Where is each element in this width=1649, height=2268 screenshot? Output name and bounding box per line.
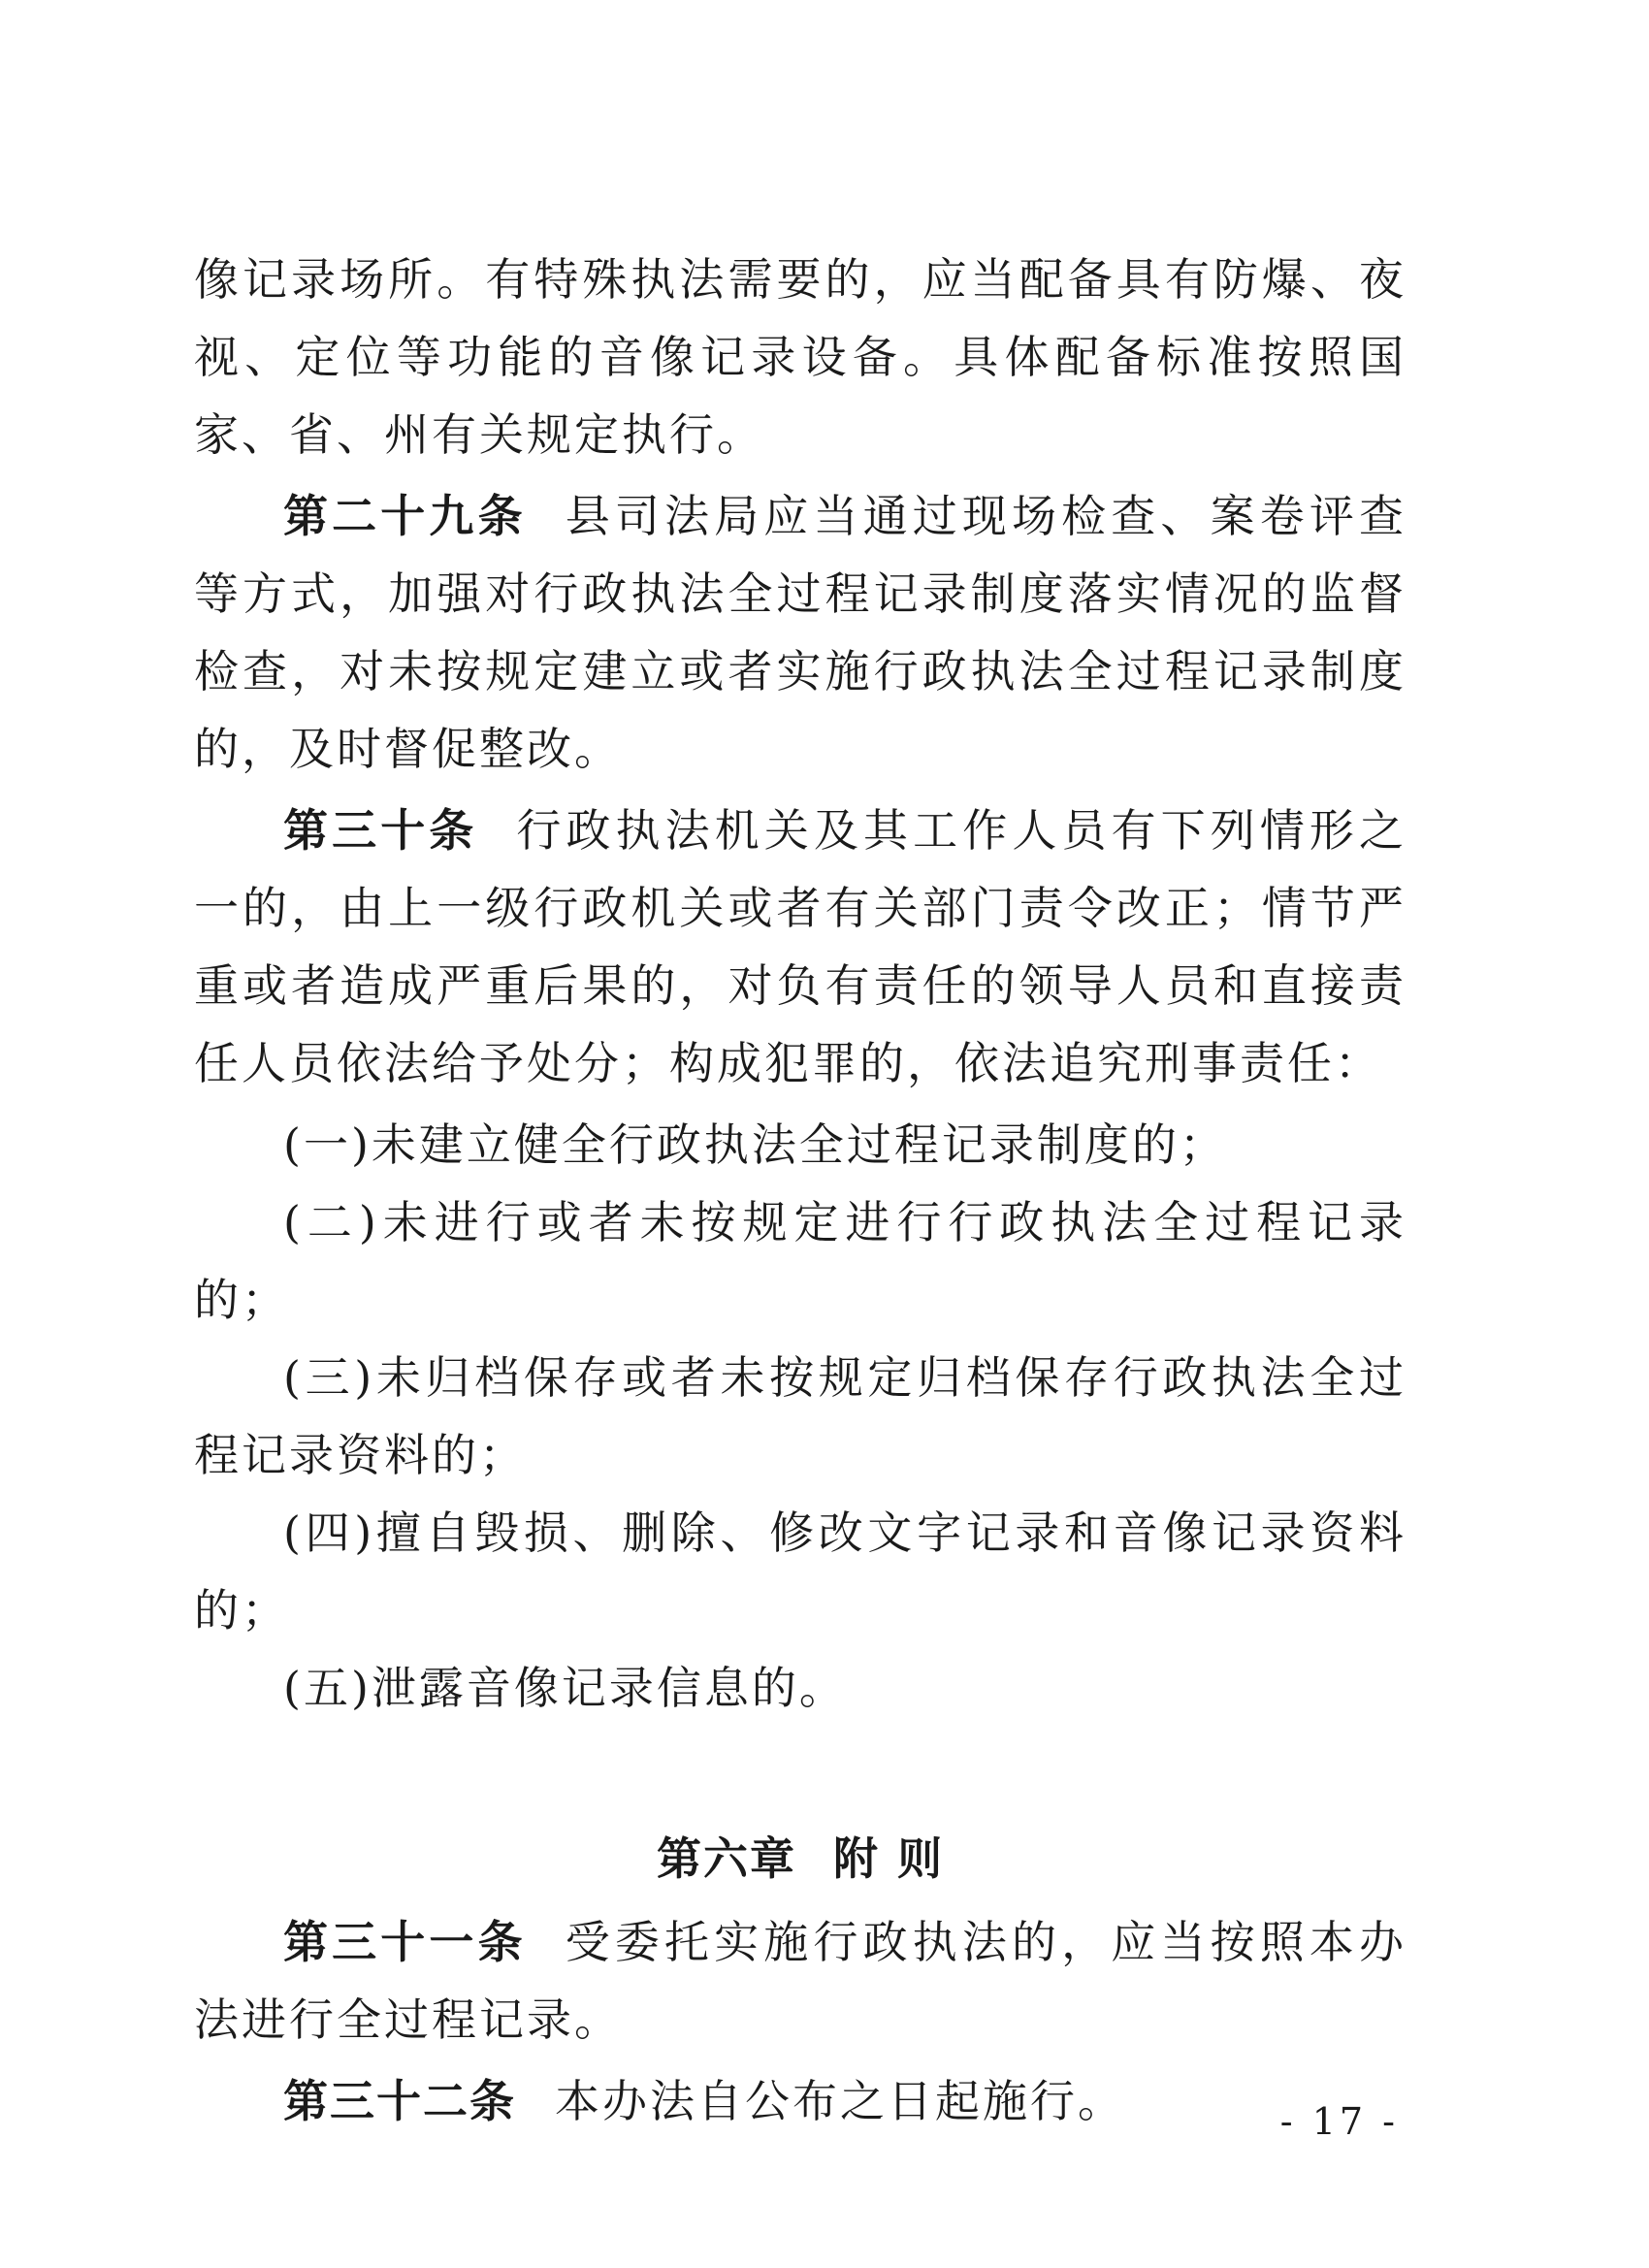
list-item-3: (三)未归档保存或者未按规定归档保存行政执法全过程记录资料的；: [194, 1351, 1406, 1481]
list-item-5: (五)泄露音像记录信息的。: [283, 1662, 847, 1714]
article-number: 第二十九条: [283, 490, 527, 542]
article-text: 受委托实施行政执法的，应当按照本办法进行全过程记录。: [194, 1916, 1407, 2046]
article-number: 第三十条: [283, 804, 478, 857]
page-number: - 17 -: [1279, 2100, 1399, 2143]
list-item-1: (一)未建立健全行政执法全过程记录制度的；: [283, 1118, 1227, 1171]
opening-paragraph: 像记录场所。有特殊执法需要的，应当配备具有防爆、夜视、定位等功能的音像记录设备。具体配备标准按照国家、省、州有关规定执行。: [194, 253, 1406, 461]
list-item-4: (四)擅自毁损、删除、修改文字记录和音像记录资料的；: [194, 1507, 1406, 1636]
list-item-2: (二)未进行或者未按规定进行行政执法全过程记录的；: [194, 1196, 1406, 1326]
article-29: [194, 477, 1406, 788]
article-text: 本办法自公布之日起施行。: [555, 2075, 1125, 2127]
article-number: 第三十一条: [283, 1916, 527, 1968]
document-body: [194, 241, 1406, 2144]
chapter-title: 附 则: [832, 1832, 944, 1885]
article-30: [194, 792, 1406, 1102]
article-32: [194, 2062, 1406, 2140]
article-31: [194, 1903, 1406, 2058]
chapter-number: 第六章: [656, 1832, 796, 1885]
article-number: 第三十二条: [283, 2075, 516, 2127]
chapter-heading: [194, 1820, 1406, 1897]
article-text: 行政执法机关及其工作人员有下列情形之一的，由上一级行政机关或者有关部门责令改正；情节严重或者造成严重后果的，对负有责任的领导人员和直接责任人员依法给予处分；构成犯罪的，依法追究刑事责任：: [194, 804, 1407, 1089]
article-text: 县司法局应当通过现场检查、案卷评查等方式，加强对行政执法全过程记录制度落实情况的监督检查，对未按规定建立或者实施行政执法全过程记录制度的，及时督促整改。: [194, 490, 1407, 775]
